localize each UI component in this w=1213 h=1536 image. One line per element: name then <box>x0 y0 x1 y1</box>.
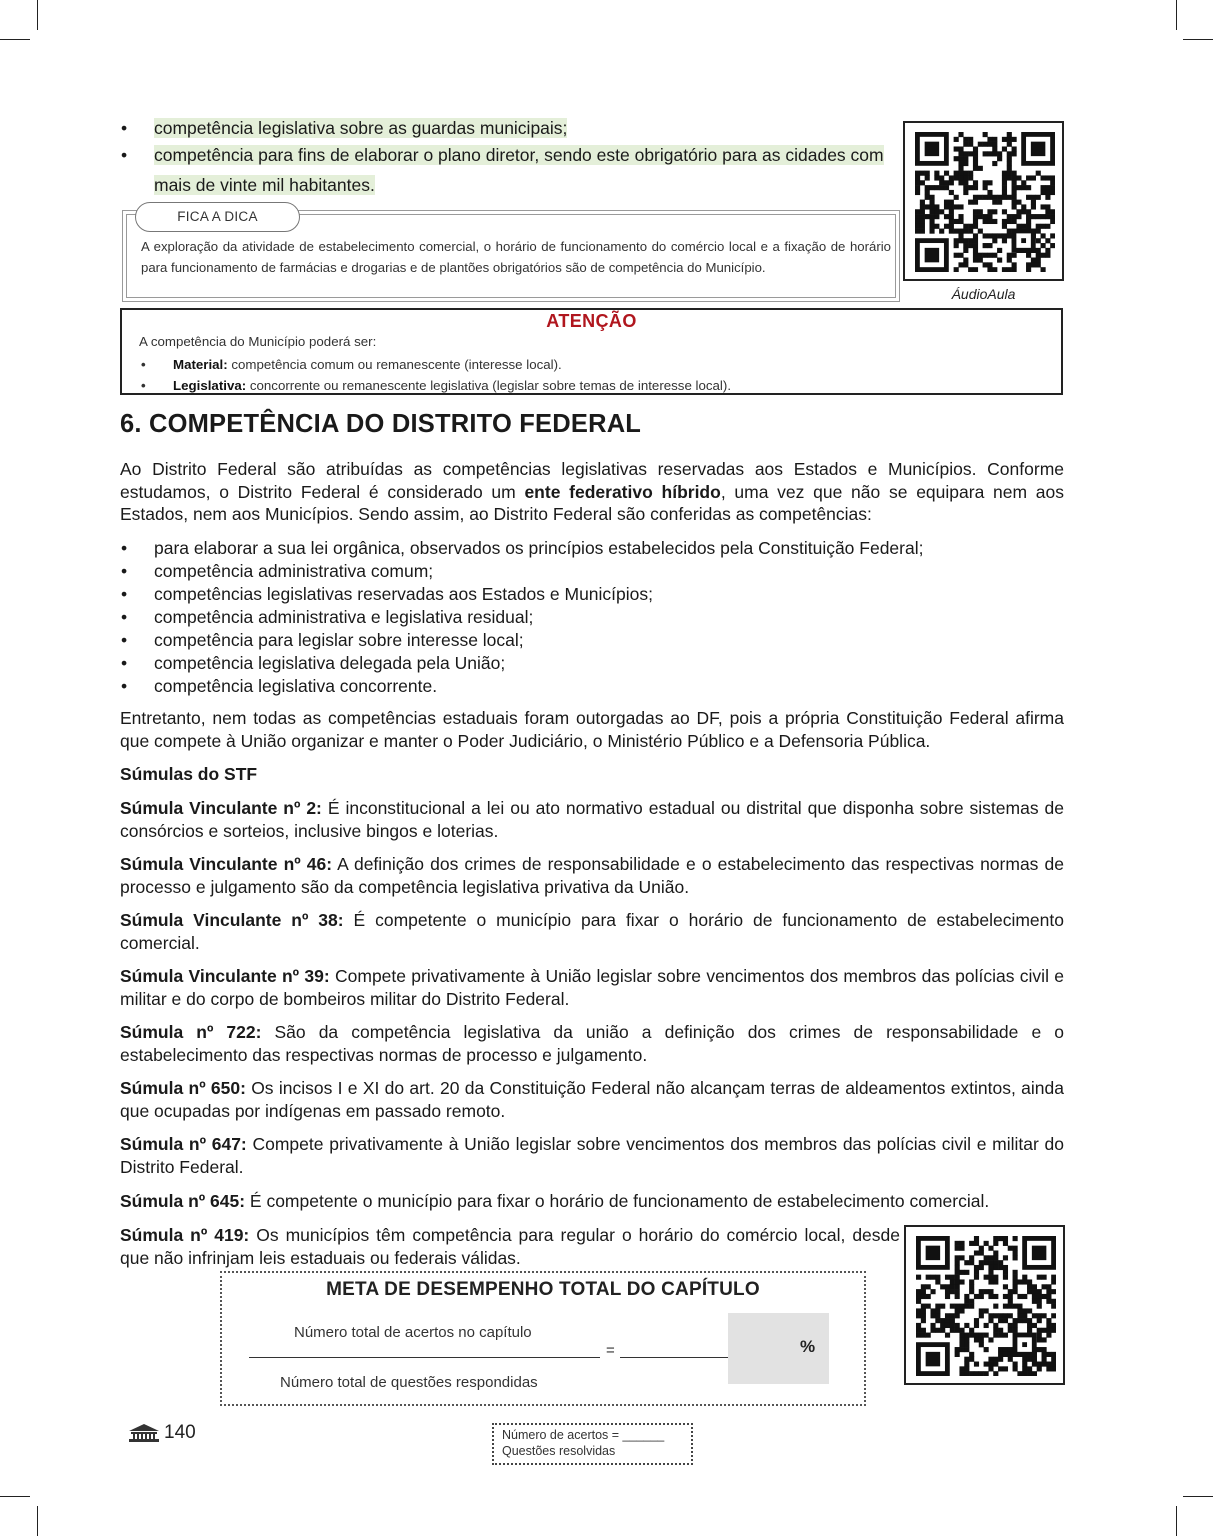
sumula-text: A definição dos crimes de responsabilidade e o estabelecimento das respectivas normas de processo e julgamento são da competência legislativa privativa da União. <box>120 854 1064 897</box>
definition: competência comum ou remanescente (interesse local). <box>227 357 562 372</box>
sumulas-heading: Súmulas do STF <box>120 764 258 784</box>
sumula-text: Compete privativamente à União legislar sobre vencimentos dos membros das polícias civil e militar do Distrito Federal. <box>120 1134 1064 1177</box>
attention-box <box>120 308 1063 395</box>
qr-code-icon <box>916 1236 1056 1376</box>
sumula-paragraph <box>120 909 1064 954</box>
list-item <box>139 354 731 375</box>
sumula-label: Súmula nº 419: <box>120 1225 250 1245</box>
sumula-paragraph <box>120 965 1064 1010</box>
sumula-paragraph <box>120 1077 1064 1122</box>
list-item <box>119 116 904 140</box>
sumula-paragraph <box>120 1190 1064 1213</box>
percent-sign: % <box>800 1337 816 1356</box>
performance-goal-box <box>220 1271 866 1406</box>
performance-goal-title: META DE DESEMPENHO TOTAL DO CAPÍTULO <box>326 1279 760 1300</box>
crop-mark <box>37 0 38 30</box>
sumula-text: Os incisos I e XI do art. 20 da Constituição Federal não alcançam terras de aldeamentos extintos, ainda que ocupadas por indígenas em passado remoto. <box>120 1078 1064 1121</box>
attention-list <box>139 354 731 396</box>
crop-mark <box>37 1506 38 1536</box>
correct-answers-line: Número de acertos = ______ <box>502 1428 665 1442</box>
crop-mark <box>1183 1496 1213 1497</box>
crop-mark <box>1176 1506 1177 1536</box>
list-item: • para elaborar a sua lei orgânica, observados os princípios estabelecidos pela Constituição Federal; <box>119 537 1063 560</box>
list-item: • competência legislativa delegada pela União; <box>119 652 1063 675</box>
sumula-paragraph <box>120 1224 900 1269</box>
numerator-label: Número total de acertos no capítulo <box>294 1324 532 1341</box>
page-number-text: 140 <box>164 1422 196 1443</box>
sumula-paragraph <box>120 1133 1064 1178</box>
sumula-label: Súmula nº 645: <box>120 1191 246 1211</box>
fraction-line <box>249 1357 600 1358</box>
sumula-text: Compete privativamente à União legislar sobre vencimentos dos membros das polícias civil e militar e do corpo de bombeiros militar do Distrito Federal. <box>120 966 1064 1009</box>
sumula-label: Súmula nº 722: <box>120 1022 262 1042</box>
paragraph: Entretanto, nem todas as competências estaduais foram outorgadas ao DF, pois a própria Constituição Federal afirma que compete à União organizar e manter o Poder Judiciário, o Ministério Público e a Defensoria Pública. <box>120 708 1064 751</box>
list-item <box>139 375 731 396</box>
term: Legislativa: <box>173 378 247 393</box>
list-item: • competência administrativa e legislativa residual; <box>119 606 1063 629</box>
sumula-text: É inconstitucional a lei ou ato normativo estadual ou distrital que disponha sobre sistemas de consórcios e sorteios, inclusive bingos e loterias. <box>120 798 1064 841</box>
sumula-paragraph <box>120 853 1064 898</box>
audio-aula-qr-code[interactable] <box>903 121 1064 281</box>
sumula-label: Súmula nº 647: <box>120 1134 247 1154</box>
page-number <box>128 1422 196 1444</box>
institution-building-icon <box>128 1423 160 1443</box>
sumula-label: Súmula Vinculante nº 38: <box>120 910 344 930</box>
text: Ao Distrito Federal são atribuídas as competências legislativas reservadas aos Estados e Municípios. Conforme estudamos, o Distrito Federal é considerado um <box>120 459 1064 502</box>
sumula-paragraph <box>120 1021 1064 1066</box>
equals-sign: = <box>606 1342 615 1359</box>
sumula-label: Súmula nº 650: <box>120 1078 246 1098</box>
questions-solved-line: Questões resolvidas <box>502 1444 616 1458</box>
list-item: • competência para legislar sobre interesse local; <box>119 629 1063 652</box>
score-box <box>492 1423 693 1465</box>
intro-paragraph <box>120 458 1064 526</box>
section-heading: 6. COMPETÊNCIA DO DISTRITO FEDERAL <box>120 410 642 438</box>
term: Material: <box>173 357 228 372</box>
crop-mark <box>0 39 30 40</box>
sumula-paragraph <box>120 797 1064 842</box>
sumula-text: Os municípios têm competência para regular o horário do comércio local, desde que não infrinjam leis estaduais ou federais válidas. <box>120 1225 900 1268</box>
highlighted-text: competência para fins de elaborar o plano diretor, sendo este obrigatório para as cidades com mais de vinte mil habitantes. <box>154 145 884 195</box>
sumula-label: Súmula Vinculante nº 39: <box>120 966 330 986</box>
tip-text: A exploração da atividade de estabelecimento comercial, o horário de funcionamento do comércio local e a fixação de horário para funcionamento de farmácias e drogarias e de plantões obrigatórios são de competência do Município. <box>141 239 891 275</box>
text: , uma vez que não se equipara nem aos Estados, nem aos Municípios. Sendo assim, ao Distrito Federal são conferidas as competências: <box>120 481 1065 524</box>
crop-mark <box>1176 0 1177 30</box>
audio-aula-caption: ÁudioAula <box>951 286 1016 302</box>
sumula-text: São da competência legislativa da união a definição dos crimes de responsabilidade e o estabelecimento das respectivas normas de processo e julgamento. <box>120 1022 1064 1065</box>
sumula-label: Súmula Vinculante nº 46: <box>120 854 333 874</box>
tip-label: FICA A DICA <box>135 202 300 232</box>
sumula-label: Súmula Vinculante nº 2: <box>120 798 322 818</box>
list-item: • competências legislativas reservadas aos Estados e Municípios; <box>119 583 1063 606</box>
list-item <box>119 140 904 200</box>
qr-code-icon <box>915 132 1055 272</box>
sumula-text: É competente o município para fixar o horário de funcionamento de estabelecimento comercial. <box>120 910 1064 953</box>
tip-box <box>122 210 900 302</box>
qr-code[interactable] <box>904 1225 1065 1385</box>
crop-mark <box>0 1496 30 1497</box>
list-item: • competência administrativa comum; <box>119 560 1063 583</box>
attention-title: ATENÇÃO <box>546 311 637 331</box>
sumula-text: É competente o município para fixar o horário de funcionamento de estabelecimento comercial. <box>245 1191 990 1211</box>
denominator-label: Número total de questões respondidas <box>280 1374 538 1391</box>
df-competence-list <box>119 537 1063 698</box>
crop-mark <box>1183 39 1213 40</box>
municipal-competence-list <box>119 116 904 200</box>
definition: concorrente ou remanescente legislativa (legislar sobre temas de interesse local). <box>246 378 732 393</box>
bold-term: ente federativo híbrido <box>524 481 721 502</box>
result-line[interactable] <box>620 1357 728 1358</box>
list-item: • competência legislativa concorrente. <box>119 675 1063 698</box>
attention-lead: A competência do Município poderá ser: <box>139 334 377 349</box>
highlighted-text: competência legislativa sobre as guardas municipais; <box>154 118 568 138</box>
